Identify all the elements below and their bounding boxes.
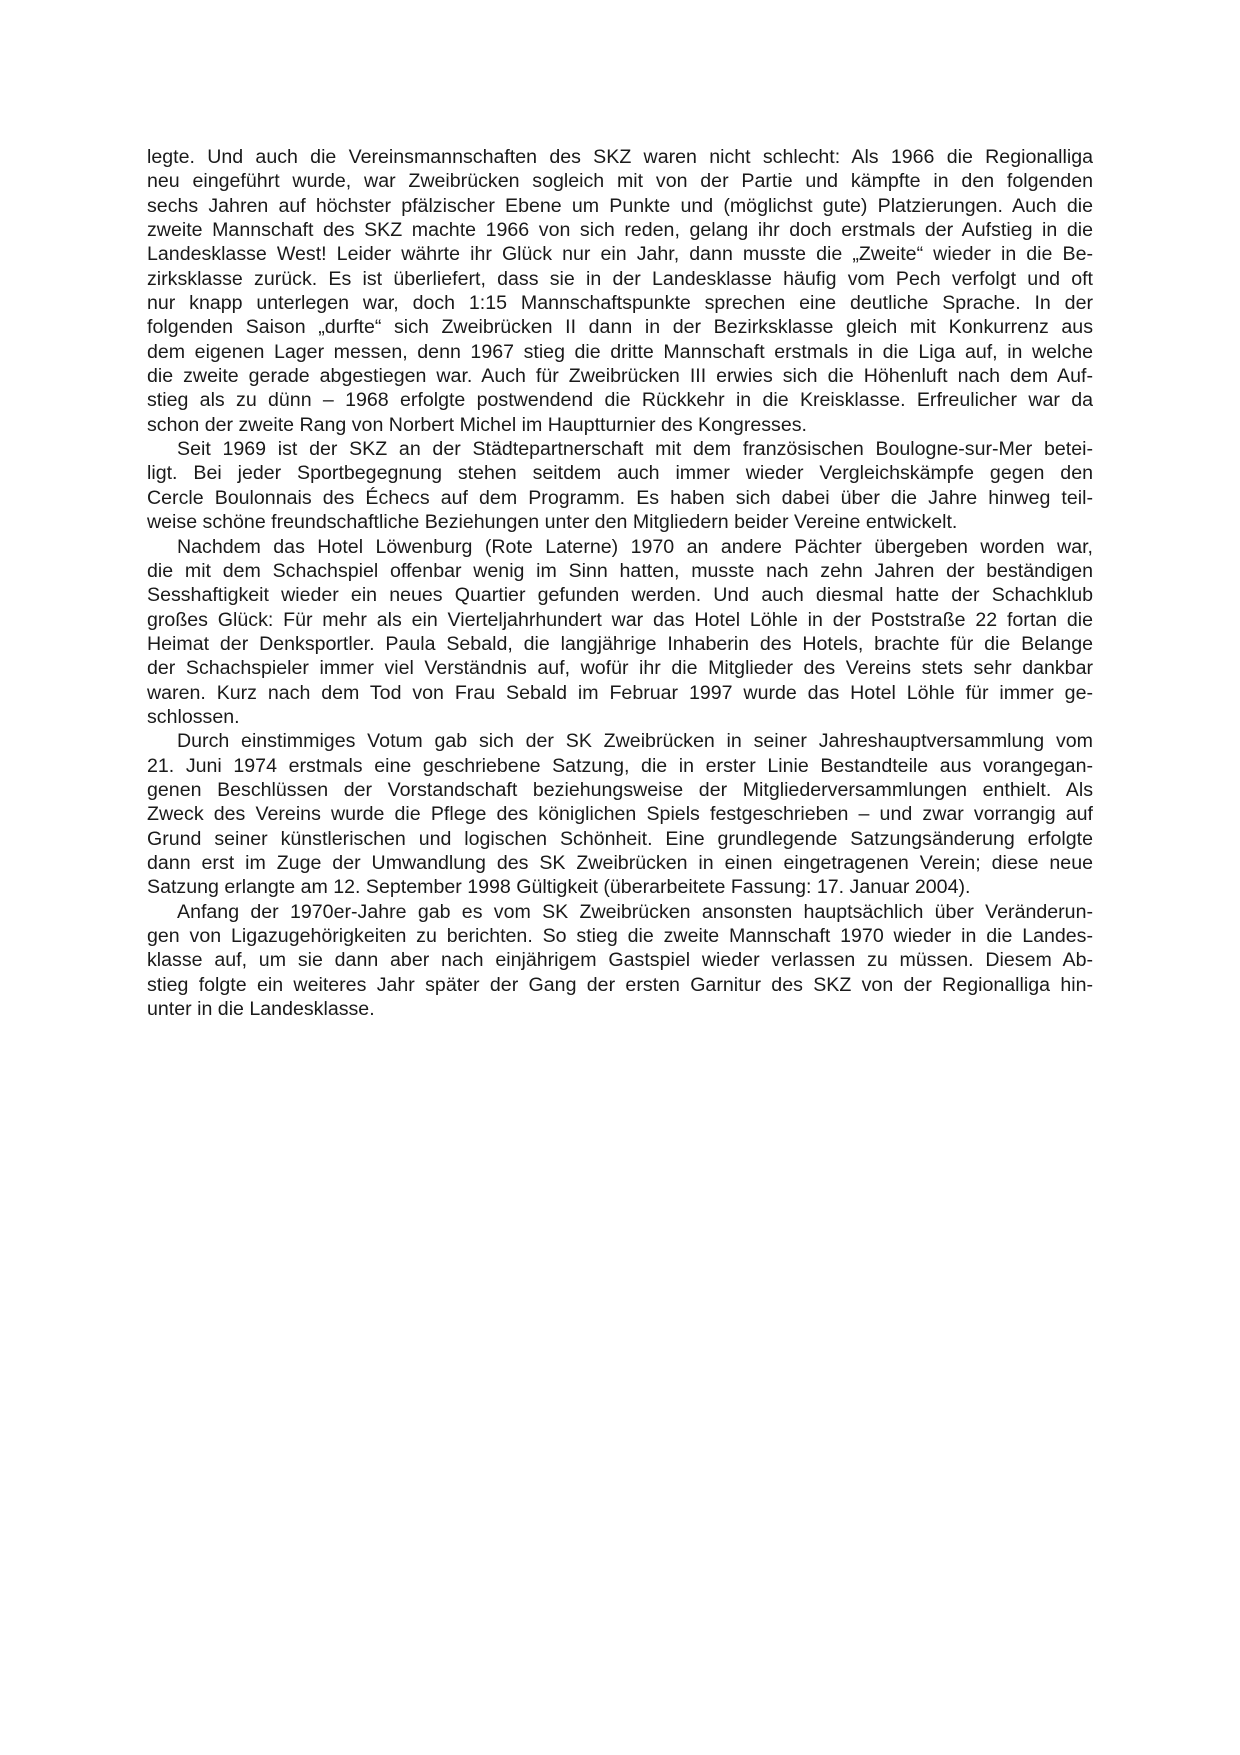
text-line: Zweck des Vereins wurde die Pflege des königlichen Spiels festgeschrieben – und zwar vorrangig auf bbox=[147, 803, 1093, 826]
text-line: folgenden Saison „durfte“ sich Zweibrücken II dann in der Bezirksklasse gleich mit Konkurrenz aus bbox=[147, 316, 1093, 339]
text-line: Durch einstimmiges Votum gab sich der SK Zweibrücken in seiner Jahreshauptversammlung vom bbox=[177, 730, 1093, 753]
text-line: Sesshaftigkeit wieder ein neues Quartier gefunden werden. Und auch diesmal hatte der Schachklub bbox=[147, 584, 1093, 607]
text-line: Grund seiner künstlerischen und logischen Schönheit. Eine grundlegende Satzungsänderung erfolgte bbox=[147, 827, 1093, 850]
paragraph-hotel-loehle bbox=[147, 535, 1093, 730]
text-line: dann erst im Zuge der Umwandlung des SK Zweibrücken in einen eingetragenen Verein; diese neue bbox=[147, 851, 1093, 874]
paragraph-satzung bbox=[147, 729, 1093, 899]
text-line: ligt. Bei jeder Sportbegegnung stehen seitdem auch immer wieder Vergleichskämpfe gegen den bbox=[147, 462, 1093, 485]
text-line: klasse auf, um sie dann aber nach einjährigem Gastspiel wieder verlassen zu müssen. Diesem Ab- bbox=[147, 949, 1093, 972]
text-line: zweite Mannschaft des SKZ machte 1966 von sich reden, gelang ihr doch erstmals der Aufstieg in die bbox=[147, 219, 1093, 242]
text-line: waren. Kurz nach dem Tod von Frau Sebald im Februar 1997 wurde das Hotel Löhle für immer ge- bbox=[147, 681, 1093, 704]
text-line: weise schöne freundschaftliche Beziehungen unter den Mitgliedern beider Vereine entwickelt. bbox=[147, 511, 958, 534]
text-line: die zweite gerade abgestiegen war. Auch für Zweibrücken III erwies sich die Höhenluft nach dem Auf- bbox=[147, 365, 1093, 388]
text-line: Cercle Boulonnais des Échecs auf dem Programm. Es haben sich dabei über die Jahre hinweg teil- bbox=[147, 486, 1093, 509]
paragraph-staedtepartnerschaft bbox=[147, 437, 1093, 534]
text-line: der Schachspieler immer viel Verständnis auf, wofür ihr die Mitglieder des Vereins stets sehr dankbar bbox=[147, 657, 1093, 680]
text-line: zirksklasse zurück. Es ist überliefert, dass sie in der Landesklasse häufig vom Pech verfolgt und oft bbox=[147, 267, 1093, 290]
text-line: schon der zweite Rang von Norbert Michel im Hauptturnier des Kongresses. bbox=[147, 413, 807, 436]
text-line: schlossen. bbox=[147, 705, 240, 728]
text-line: stieg als zu dünn – 1968 erfolgte postwendend die Rückkehr in die Kreisklasse. Erfreulicher war da bbox=[147, 389, 1093, 412]
text-line: neu eingeführt wurde, war Zweibrücken sogleich mit von der Partie und kämpfte in den folgenden bbox=[147, 170, 1093, 193]
text-line: Satzung erlangte am 12. September 1998 Gültigkeit (überarbeitete Fassung: 17. Januar 2004). bbox=[147, 876, 971, 899]
text-line: unter in die Landesklasse. bbox=[147, 998, 375, 1021]
text-line: stieg folgte ein weiteres Jahr später der Gang der ersten Garnitur des SKZ von der Regionalliga hin- bbox=[147, 973, 1093, 996]
text-line: genen Beschlüssen der Vorstandschaft beziehungsweise der Mitgliederversammlungen enthielt. Als bbox=[147, 778, 1093, 801]
paragraph-regionalliga bbox=[147, 145, 1093, 437]
text-line: großes Glück: Für mehr als ein Vierteljahrhundert war das Hotel Löhle in der Poststraße 22 fortan die bbox=[147, 608, 1093, 631]
text-line: Heimat der Denksportler. Paula Sebald, die langjährige Inhaberin des Hotels, brachte für die Belange bbox=[147, 632, 1093, 655]
text-line: legte. Und auch die Vereinsmannschaften des SKZ waren nicht schlecht: Als 1966 die Regionalliga bbox=[147, 146, 1093, 168]
text-line: gen von Ligazugehörigkeiten zu berichten. So stieg die zweite Mannschaft 1970 wieder in die Landes- bbox=[147, 925, 1093, 947]
text-line: Nachdem das Hotel Löwenburg (Rote Laterne) 1970 an andere Pächter übergeben worden war, bbox=[177, 535, 1093, 558]
text-line: 21. Juni 1974 erstmals eine geschriebene Satzung, die in erster Linie Bestandteile aus vorangegan- bbox=[147, 754, 1093, 777]
text-line: sechs Jahren auf höchster pfälzischer Ebene um Punkte und (möglichst gute) Platzierungen. Auch die bbox=[147, 194, 1093, 217]
text-line: Anfang der 1970er-Jahre gab es vom SK Zweibrücken ansonsten hauptsächlich über Veränderun- bbox=[177, 900, 1093, 923]
text-line: dem eigenen Lager messen, denn 1967 stieg die dritte Mannschaft erstmals in die Liga auf, in welche bbox=[147, 340, 1093, 363]
text-line: Seit 1969 ist der SKZ an der Städtepartnerschaft mit dem französischen Boulogne-sur-Mer betei- bbox=[177, 438, 1093, 461]
paragraph-ligazugehoerigkeiten bbox=[147, 900, 1093, 1022]
document-page bbox=[147, 145, 1093, 1021]
text-line: die mit dem Schachspiel offenbar wenig im Sinn hatten, musste nach zehn Jahren der beständigen bbox=[147, 559, 1093, 582]
text-line: Landesklasse West! Leider währte ihr Glück nur ein Jahr, dann musste die „Zweite“ wieder in die Be- bbox=[147, 243, 1093, 266]
text-line: nur knapp unterlegen war, doch 1:15 Mannschaftspunkte sprechen eine deutliche Sprache. In der bbox=[147, 292, 1093, 315]
